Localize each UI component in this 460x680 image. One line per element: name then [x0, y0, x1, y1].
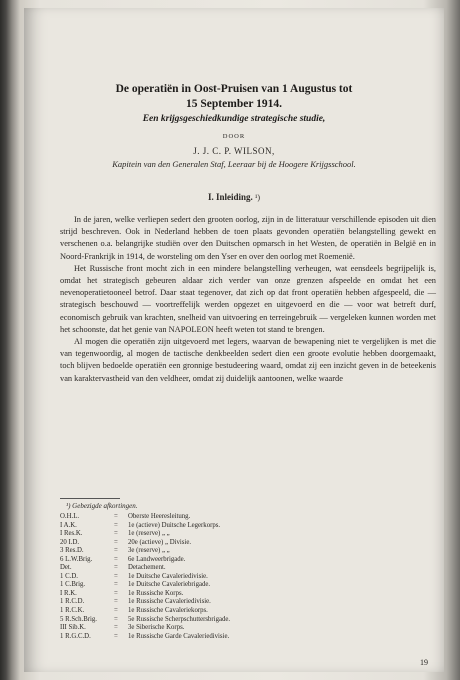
- abbreviation-term: 1 C.Brig.: [60, 581, 86, 589]
- abbreviation-meaning: 1e (reserve) „ „: [128, 530, 170, 538]
- abbreviation-meaning: 1e Russische Cavaleriedivisie.: [128, 598, 211, 606]
- abbreviation-meaning: 3e (reserve) „ „: [128, 547, 170, 555]
- abbreviation-row: [60, 573, 230, 582]
- article-title-line-2: 15 September 1914.: [186, 98, 282, 110]
- abbreviation-meaning: 1e Duitsche Cavaleriedivisie.: [128, 572, 208, 580]
- article-title-line-1: De operatiën in Oost-Pruisen van 1 Augustus tot: [115, 83, 353, 95]
- abbreviation-row: [60, 616, 230, 625]
- footnote-heading: ¹) Gebezigde afkortingen.: [66, 502, 138, 510]
- abbreviation-term: O.H.L.: [60, 513, 80, 520]
- document-page: [24, 8, 444, 672]
- footnote-marker: ¹): [254, 193, 261, 202]
- abbreviation-term: 1 R.G.C.D.: [60, 632, 91, 640]
- abbreviation-meaning: Oberste Heeresleitung.: [128, 513, 191, 520]
- abbreviation-row: [60, 581, 230, 590]
- abbreviation-term: 3 Res.D.: [60, 547, 84, 555]
- page-number: 19: [420, 658, 428, 667]
- author-name: J. J. C. P. WILSON,: [193, 146, 275, 156]
- abbreviation-meaning: 20e (actieve) „ Divisie.: [128, 538, 192, 546]
- abbreviation-meaning: 1e Duitsche Cavaleriebrigade.: [128, 581, 211, 589]
- abbreviation-equals: =: [114, 632, 118, 640]
- abbreviation-meaning: 1e (actieve) Duitsche Legerkorps.: [128, 521, 221, 529]
- article-subtitle: Een krijgsgeschiedkundige strategische studie,: [142, 114, 326, 124]
- abbreviation-equals: =: [114, 581, 118, 589]
- abbreviation-row: [60, 547, 230, 556]
- abbreviation-term: 1 C.D.: [60, 572, 78, 580]
- abbreviation-meaning: Detachement.: [128, 564, 166, 572]
- abbreviation-row: [60, 590, 230, 599]
- abbreviation-equals: =: [114, 572, 118, 580]
- paragraph-3: Al mogen die operatiën zijn uitgevoerd met legers, waarvan de bewapening niet te vergelijken is met die van tegenwoordig, al mogen de tactische denkbeelden sedert dien een groote evolutie hebben doorgemaakt, toch blijven bedoelde operatiën een gronnige bestudeering waard, omdat zij een inzicht geven in de beteekenis van karaktervastheid van den veldheer, omdat zij duidelijk aantoonen, welke waarde: [60, 337, 436, 383]
- abbreviation-equals: =: [114, 513, 118, 520]
- abbreviation-equals: =: [114, 555, 118, 563]
- paragraph-2: Het Russische front mocht zich in een mindere belangstelling verheugen, wat eensdeels begrijpelijk is, omdat het strategisch gebeuren aldaar zich verder van onze grenzen afspeelde en omdat het een nevenoperatietooneel betrof. Daar staat tegenover, dat zich op dat front operatiën hebben afgespeeld, die — strategisch beschouwd — voortreffelijk werden opgezet en uitgevoerd en die — voor wat betreft durf, economisch gebruik van krachten, snelheid van uitvoering en terreingebruik — vergeleken kunnen worden met het schoonste, dat het genie van NAPOLEON heeft weten tot stand te brengen.: [60, 263, 436, 334]
- footnote-rule: [60, 498, 120, 499]
- abbreviation-meaning: 3e Siberische Korps.: [128, 624, 185, 632]
- abbreviation-equals: =: [114, 607, 118, 615]
- abbreviation-row: [60, 564, 230, 573]
- abbreviation-term: 6 L.W.Brig.: [60, 555, 93, 563]
- author-affiliation: Kapitein van den Generalen Staf, Leeraar bij de Hoogere Krijgsschool.: [112, 159, 356, 169]
- abbreviation-term: I Res.K.: [60, 530, 83, 538]
- abbreviation-term: I A.K.: [60, 521, 77, 529]
- abbreviation-equals: =: [114, 538, 118, 546]
- abbreviation-equals: =: [114, 624, 118, 632]
- section-heading: [24, 192, 444, 202]
- abbreviation-meaning: 1e Russische Korps.: [128, 589, 184, 597]
- abbreviation-meaning: 1e Russische Cavaleriekorps.: [128, 607, 208, 615]
- abbreviation-term: III Sib.K.: [60, 624, 86, 632]
- abbreviation-equals: =: [114, 598, 118, 606]
- abbreviation-term: 1 R.C.D.: [60, 598, 85, 606]
- abbreviation-equals: =: [114, 530, 118, 538]
- abbreviation-row: [60, 607, 230, 616]
- abbreviation-row: [60, 624, 230, 633]
- abbreviation-meaning: 5e Russische Scherpschuttersbrigade.: [128, 615, 231, 623]
- abbreviation-row: [60, 530, 230, 539]
- abbreviation-row: [60, 556, 230, 565]
- abbreviation-term: 20 I.D.: [60, 538, 80, 546]
- abbreviation-equals: =: [114, 521, 118, 529]
- abbreviation-row: [60, 513, 230, 522]
- body-text: [60, 214, 436, 385]
- abbreviation-row: [60, 598, 230, 607]
- abbreviation-row: [60, 522, 230, 531]
- abbreviation-term: 1 R.C.K.: [60, 607, 85, 615]
- abbreviation-equals: =: [114, 564, 118, 572]
- abbreviation-meaning: 6e Landweerbrigade.: [128, 555, 186, 563]
- abbreviation-term: 5 R.Sch.Brig.: [60, 615, 98, 623]
- abbreviation-equals: =: [114, 589, 118, 597]
- abbreviation-row: [60, 633, 230, 642]
- section-title: I. Inleiding.: [207, 192, 253, 202]
- abbreviation-meaning: 1e Russische Garde Cavaleriedivisie.: [128, 632, 230, 640]
- paragraph-1: In de jaren, welke verliepen sedert den grooten oorlog, zijn in de litteratuur verschillende episoden uit dien strijd beschreven. Ook in Nederland hebben de toen plaats gevonden operatiën belangstelling gewekt en verschenen o.a. belangrijke studiën over den Duitschen opmarsch in het Westen, de operatiën in België en in Noord-Frankrijk in 1914, de worsteling om den Yser en over den oorlog met Roemenië.: [60, 215, 436, 261]
- abbreviation-equals: =: [114, 547, 118, 555]
- abbreviation-term: Det.: [60, 564, 72, 572]
- abbreviation-row: [60, 539, 230, 548]
- byline-door: DOOR: [222, 133, 246, 140]
- abbreviation-term: I R.K.: [60, 589, 77, 597]
- abbreviation-list: [60, 513, 230, 641]
- abbreviation-equals: =: [114, 615, 118, 623]
